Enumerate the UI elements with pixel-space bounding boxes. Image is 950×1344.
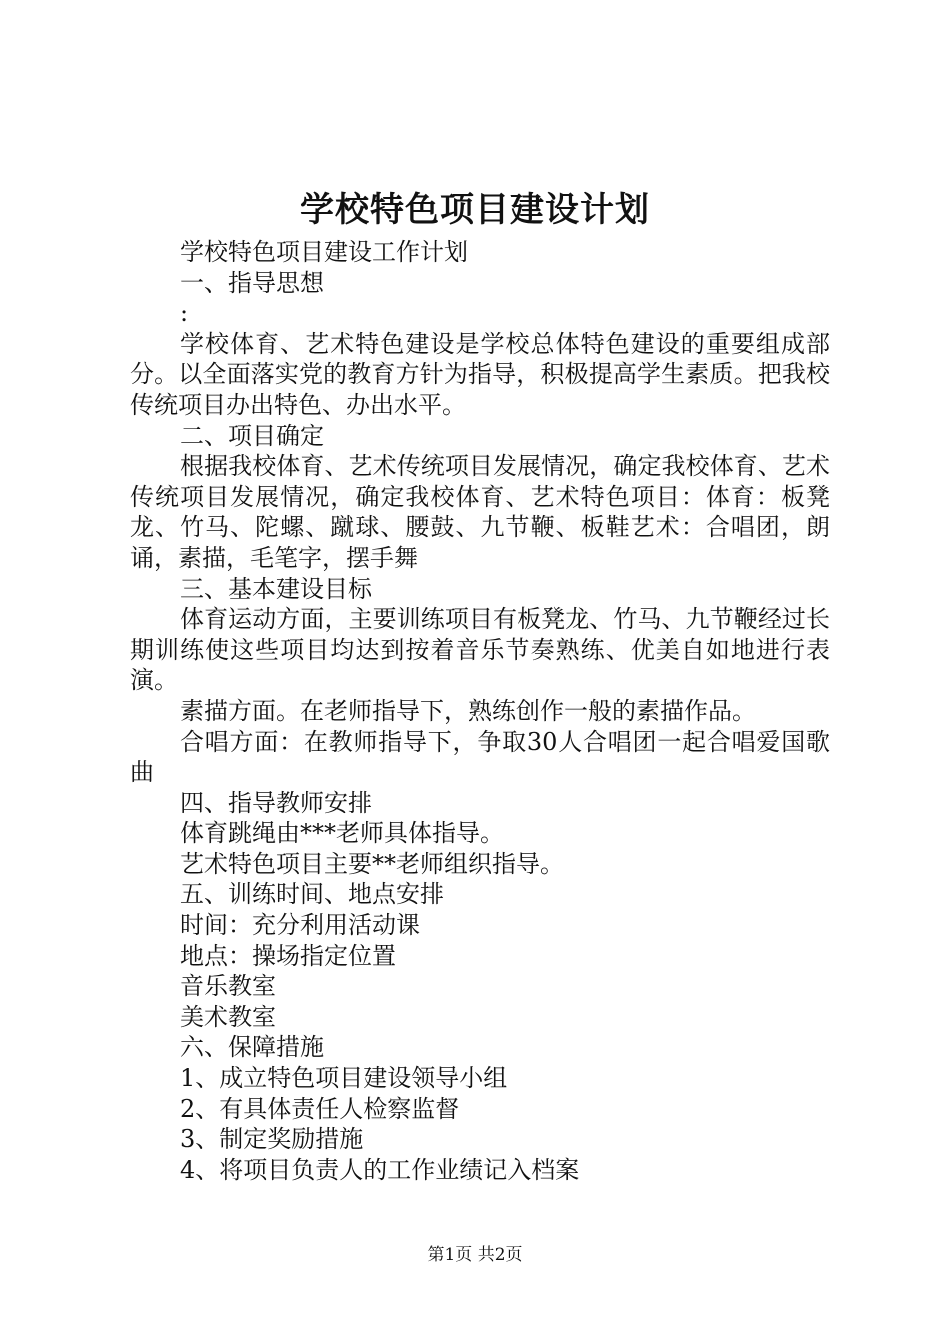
paragraph-sketch-goal: 素描方面。在老师指导下，熟练创作一般的素描作品。 (180, 696, 756, 725)
time-line: 时间：充分利用活动课 (180, 911, 420, 940)
section-heading-3: 三、基本建设目标 (180, 574, 372, 603)
measure-line-2: 2、有具体责任人检察监督 (180, 1094, 460, 1123)
measure-line-3: 3、制定奖励措施 (180, 1125, 364, 1154)
paragraph-choir-goal: 合唱方面：在教师指导下，争取30人合唱团一起合唱爱国歌曲 (130, 727, 830, 787)
section-heading-6: 六、保障措施 (180, 1033, 324, 1062)
document-body (130, 237, 830, 1185)
page-footer: 第1页 共2页 (427, 1245, 523, 1265)
section-heading-1: 一、指导思想 (180, 268, 324, 297)
paragraph-guiding-idea: 学校体育、艺术特色建设是学校总体特色建设的重要组成部分。以全面落实党的教育方针为指导，积极提高学生素质。把我校传统项目办出特色、办出水平。 (130, 329, 830, 419)
measure-line-4: 4、将项目负责人的工作业绩记入档案 (180, 1155, 580, 1184)
section-heading-4: 四、指导教师安排 (180, 788, 372, 817)
section-heading-5: 五、训练时间、地点安排 (180, 880, 444, 909)
document-title: 学校特色项目建设计划 (300, 190, 650, 230)
subtitle-line: 学校特色项目建设工作计划 (180, 238, 468, 266)
paragraph-sports-goal: 体育运动方面，主要训练项目有板凳龙、竹马、九节鞭经过长期训练使这些项目均达到按着音乐节奏熟练、优美自如地进行表演。 (130, 605, 830, 695)
teacher-line-2: 艺术特色项目主要**老师组织指导。 (180, 849, 564, 878)
paragraph-project-determination: 根据我校体育、艺术传统项目发展情况，确定我校体育、艺术传统项目发展情况，确定我校体育、艺术特色项目：体育：板凳龙、竹马、陀螺、蹴球、腰鼓、九节鞭、板鞋艺术：合唱团，朗诵，素描，毛笔字，摆手舞 (130, 452, 830, 572)
colon-line: : (180, 299, 189, 328)
place-line: 地点：操场指定位置 (180, 941, 396, 970)
measure-line-1: 1、成立特色项目建设领导小组 (180, 1064, 508, 1093)
teacher-line-1: 体育跳绳由***老师具体指导。 (180, 819, 504, 848)
music-room-line: 音乐教室 (180, 972, 276, 1001)
art-room-line: 美术教室 (180, 1002, 276, 1031)
section-heading-2: 二、项目确定 (180, 421, 324, 450)
